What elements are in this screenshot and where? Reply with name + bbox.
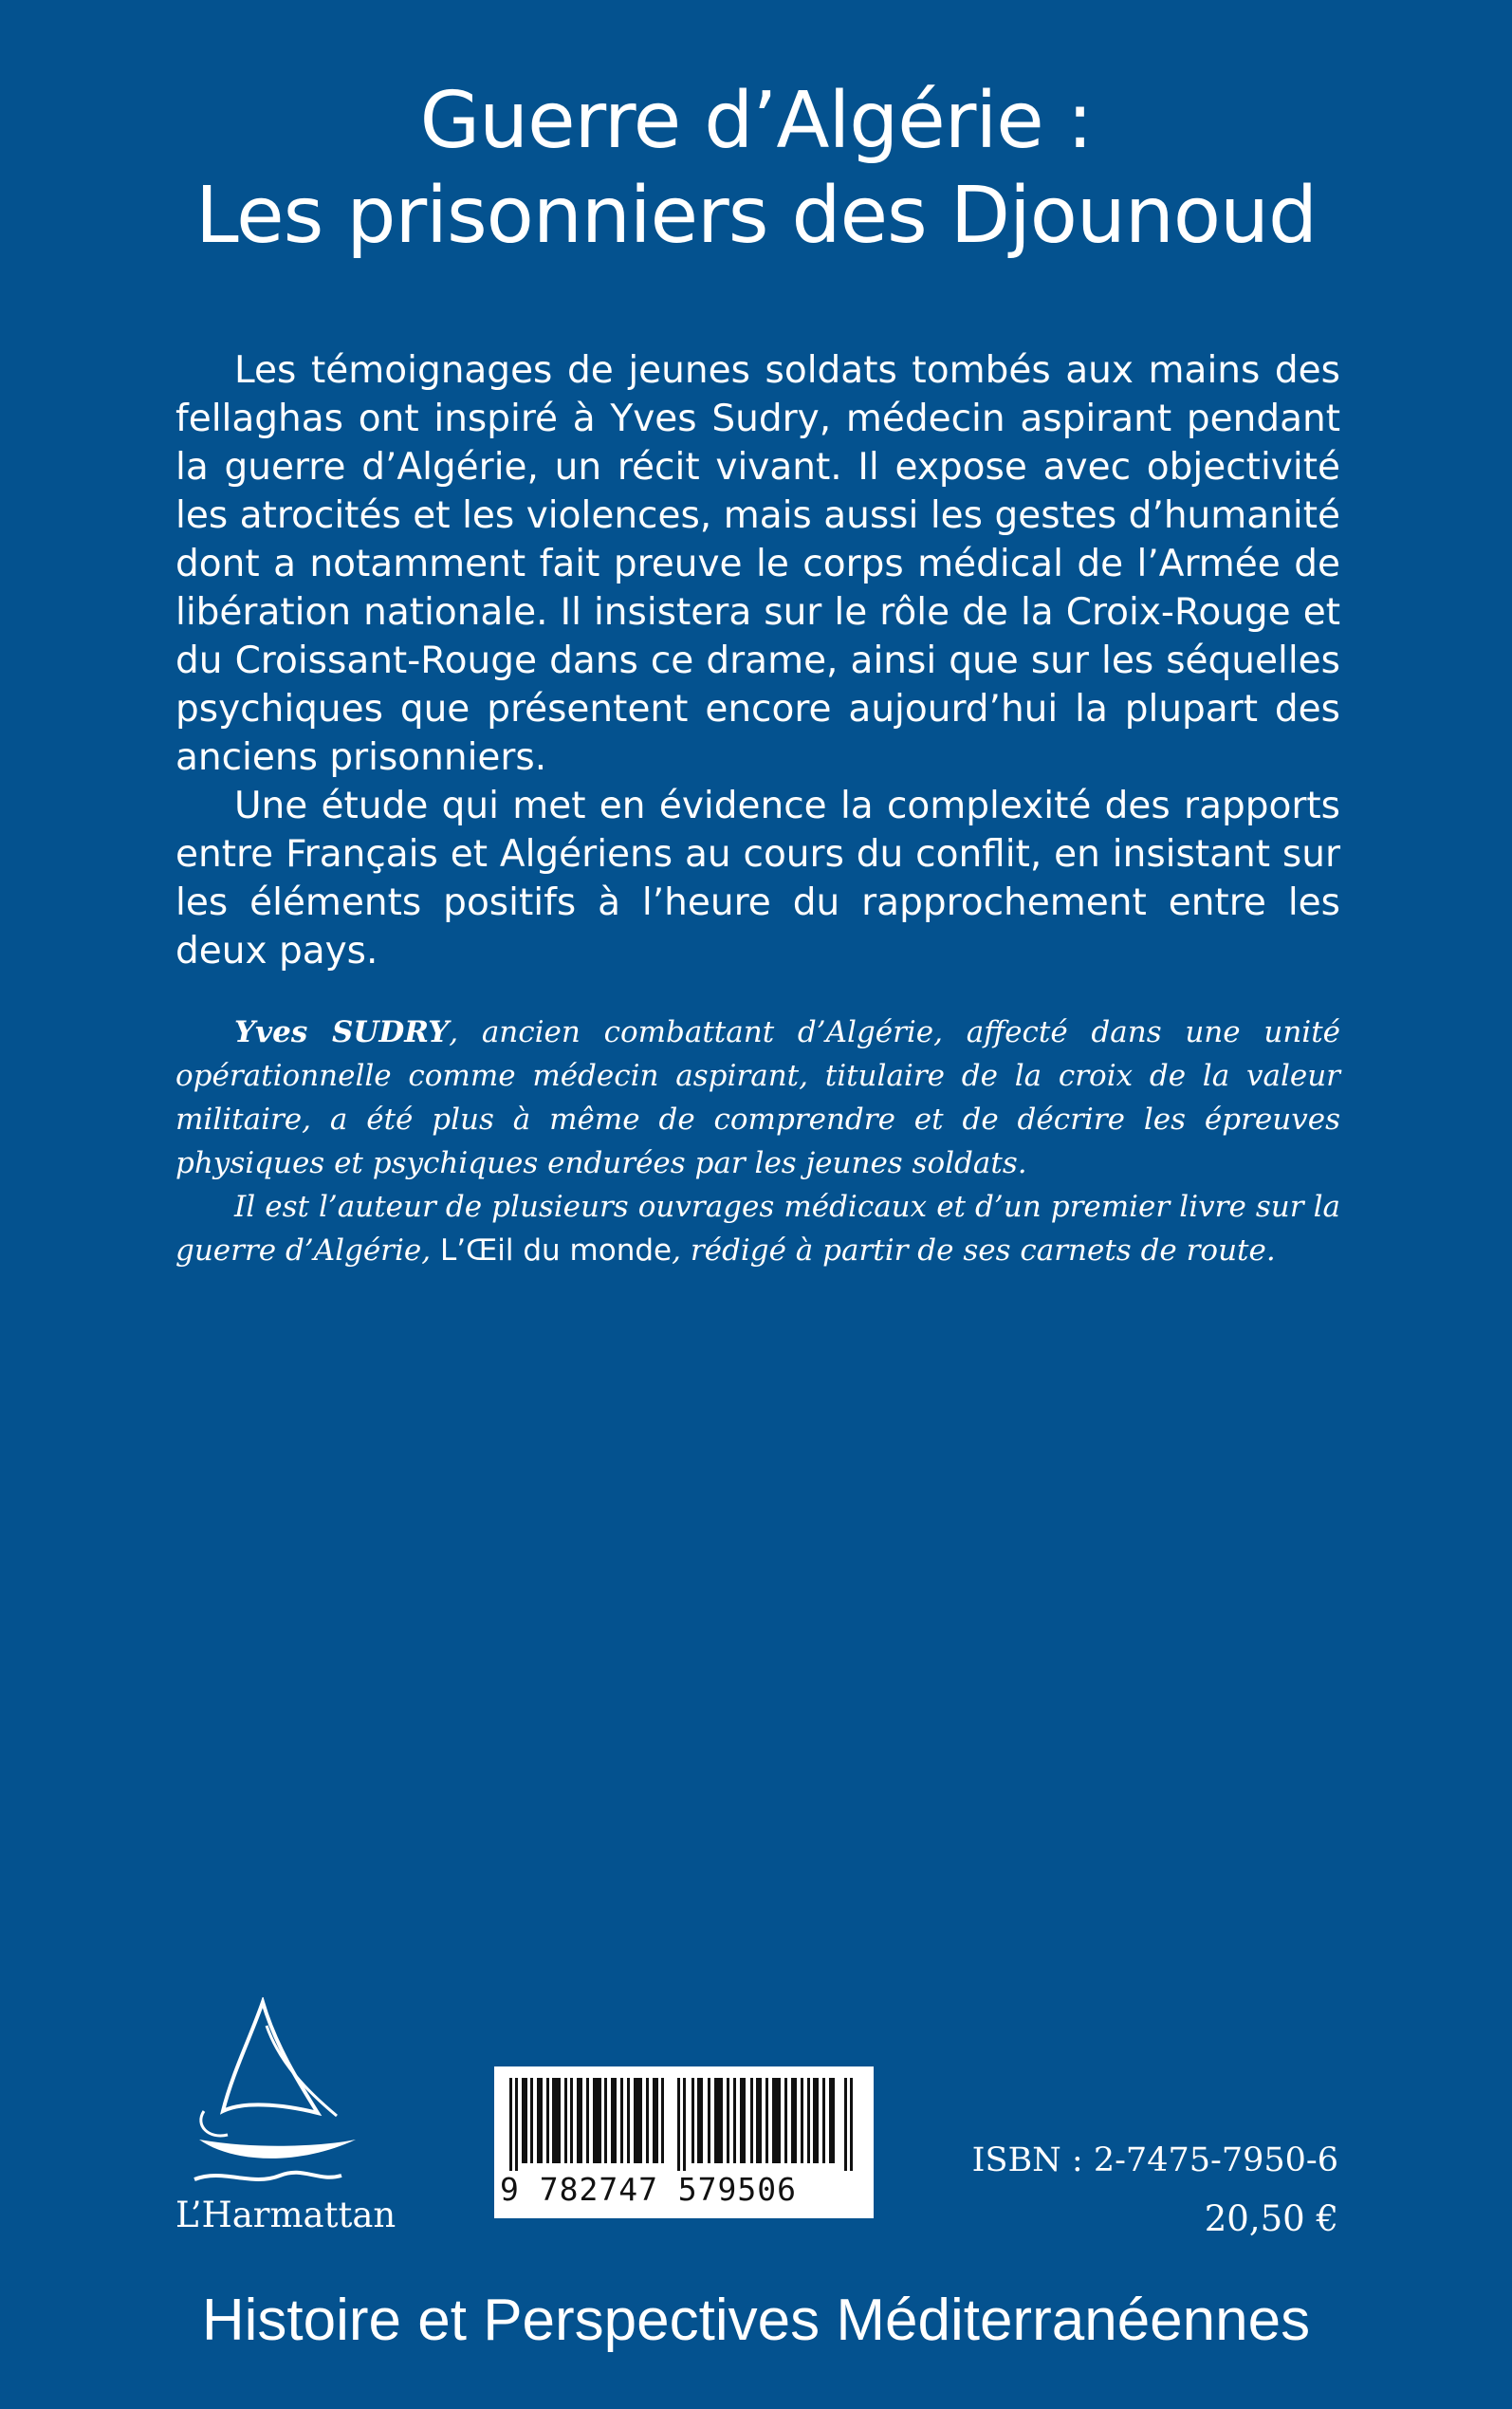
- bio-paragraph-2: [175, 1185, 1340, 1272]
- barcode: [494, 2066, 874, 2218]
- bio-paragraph-2-start: Il est l’auteur de plusieurs ouvrages médicaux et d’un premier livre sur la guerre d’Algérie,: [175, 1190, 1340, 1268]
- author-bio: [175, 1010, 1340, 1272]
- sailboat-icon: [175, 1997, 432, 2201]
- author-name: Yves SUDRY: [234, 1015, 450, 1049]
- synopsis: [175, 346, 1340, 975]
- wave: [194, 2173, 341, 2179]
- swirl: [201, 2111, 228, 2136]
- synopsis-paragraph-2: Une étude qui met en évidence la complexité des rapports entre Français et Algériens au cours du conflit, en insistant sur les éléments positifs à l’heure du rapprochement entre les deux pays.: [175, 785, 1340, 973]
- hull: [199, 2140, 356, 2159]
- barcode-digits: 9 782747 579506: [500, 2171, 798, 2208]
- title-line-2: Les prisonniers des Djounoud: [194, 171, 1318, 261]
- title-line-1: Guerre d’Algérie :: [419, 76, 1093, 166]
- bio-paragraph-1: [175, 1010, 1340, 1185]
- previous-book-title: L’Œil du monde: [439, 1233, 673, 1268]
- sail-main: [223, 2002, 318, 2113]
- price: 20,50 €: [1204, 2198, 1338, 2239]
- publisher-logo: [175, 1997, 432, 2244]
- bio-paragraph-2-end: , rédigé à partir de ses carnets de route.: [672, 1233, 1276, 1268]
- publisher-name: L’Harmattan: [175, 2195, 396, 2235]
- collection-name: Histoire et Perspectives Méditerranéennes: [201, 2288, 1311, 2353]
- barcode-bars: [509, 2078, 860, 2171]
- isbn: ISBN : 2-7475-7950-6: [971, 2141, 1338, 2179]
- synopsis-paragraph-1: Les témoignages de jeunes soldats tombés aux mains des fellaghas ont inspiré à Yves Sudry, médecin aspirant pendant la guerre d’Algérie, un récit vivant. Il expose avec objectivité les atrocités et les violences, mais aussi les gestes d’humanité dont a notamment fait preuve le corps médical de l’Armée de libération nationale. Il insistera sur le rôle de la Croix-Rouge et du Croissant-Rouge dans ce drame, ainsi que sur les séquelles psychiques que présentent encore aujourd’hui la plupart des anciens prisonniers.: [175, 349, 1340, 779]
- bio-paragraph-1-text: , ancien combattant d’Algérie, affecté dans une unité opérationnelle comme médecin aspirant, titulaire de la croix de la valeur militaire, a été plus à même de comprendre et de décrire les épreuves physiques et psychiques endurées par les jeunes soldats.: [175, 1015, 1340, 1180]
